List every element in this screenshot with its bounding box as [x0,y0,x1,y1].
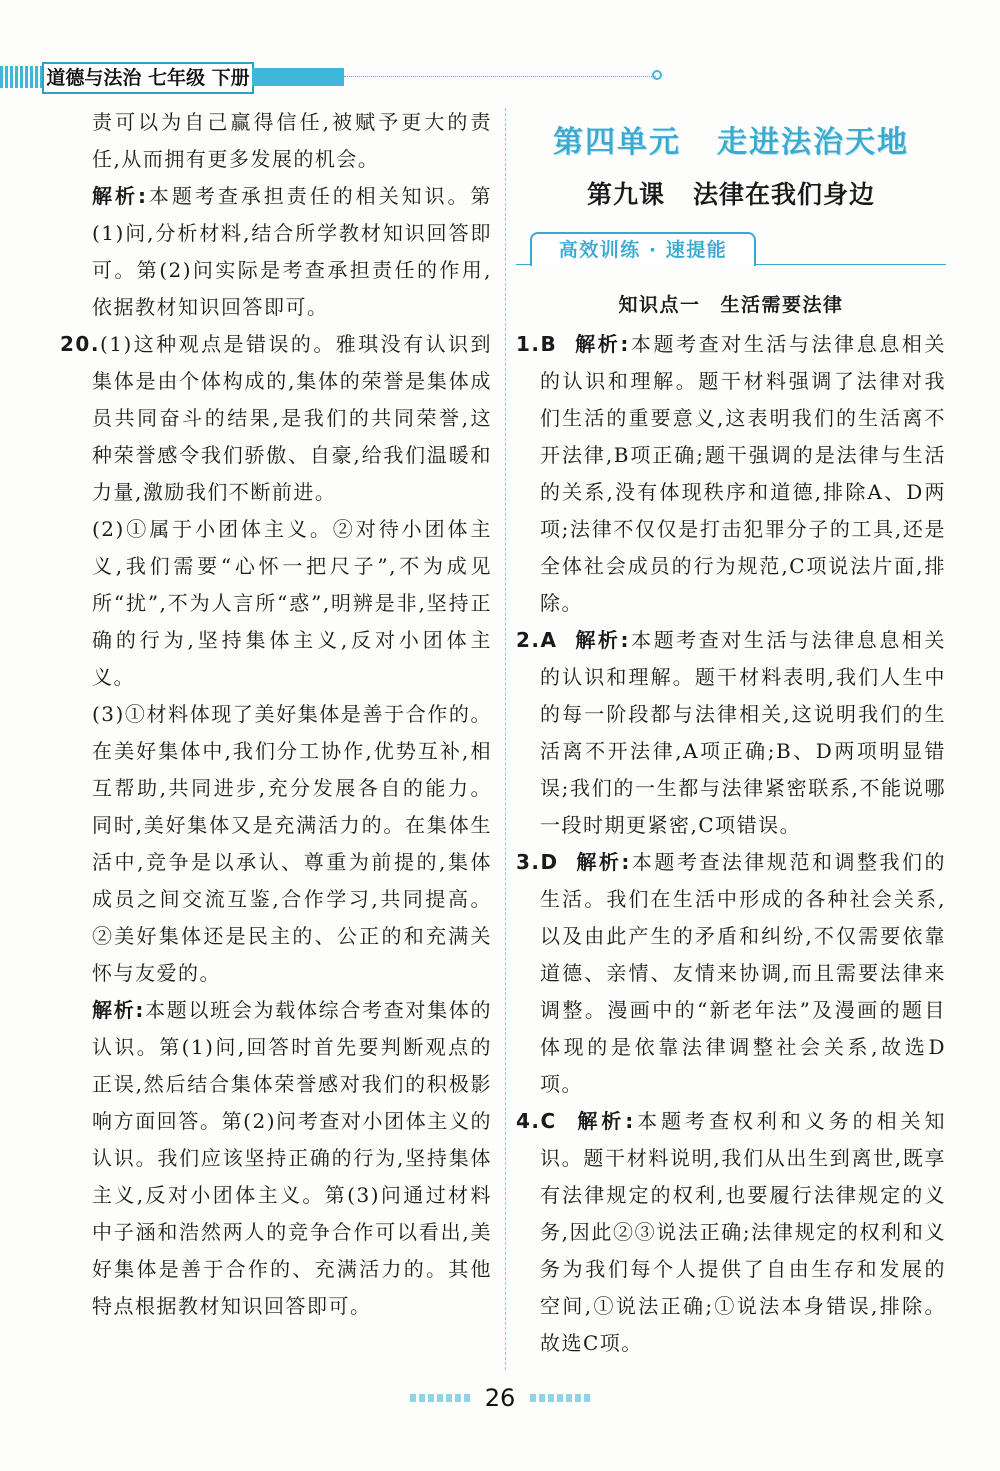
page-number: 26 [484,1384,516,1412]
analysis-text: 本题以班会为载体综合考查对集体的认识。第(1)问,回答时首先要判断观点的正误,然后结合集体荣誉感对我们的积极影响方面回答。第(2)问考查对小团体主义的认识。我们应该坚持正确的行为,坚持集体主义,反对小团体主义。第(3)问通过材料中子涵和浩然两人的竞争合作可以看出,美好集体是善于合作的、充满活力的。其他特点根据教材知识回答即可。 [92,998,493,1318]
page-footer [0,1384,1000,1412]
question-20-part3: (3)①材料体现了美好集体是善于合作的。在美好集体中,我们分工协作,优势互补,相互帮助,共同进步,充分发展各自的能力。同时,美好集体又是充满活力的。在集体生活中,竞争是以承认、尊重为前提的,集体成员之间交流互鉴,合作学习,共同提高。②美好集体还是民主的、公正的和充满关怀与友爱的。 [92,702,492,985]
book-title: 道德与法治 七年级 下册 [42,62,254,94]
analysis-label: 解析: [92,184,148,208]
knowledge-point-name: 生活需要法律 [720,294,844,316]
question-20-part1 [60,326,492,511]
analysis-label: 解析: [576,850,631,874]
footer-decoration-right [530,1394,590,1402]
lesson-name: 法律在我们身边 [693,180,876,209]
answer-key: 4.C [516,1109,557,1133]
analysis-label: 解析: [92,998,145,1022]
lesson-title [516,166,946,224]
unit-title [516,120,946,166]
analysis-label: 解析: [575,628,630,652]
analysis-label: 解析: [575,332,630,356]
answer-continuation: 责可以为自己赢得信任,被赋予更大的责任,从而拥有更多发展的机会。 [92,110,492,171]
question-20-analysis [60,992,492,1325]
header-stripes [0,66,42,88]
analysis-text: 本题考查权利和义务的相关知识。题干材料说明,我们从出生到离世,既享有法律规定的权利,也要履行法律规定的义务,因此②③说法正确;法律规定的权利和义务为我们每个人提供了自由生存和发展的空间,①说法正确;①说法本身错误,排除。故选C项。 [540,1109,946,1355]
answer-item [516,326,946,622]
left-column [60,104,492,1325]
analysis-text: 本题考查承担责任的相关知识。第(1)问,分析材料,结合所学教材知识回答即可。第(2)问实际是考查承担责任的作用,依据教材知识回答即可。 [92,184,493,319]
analysis-label: 解析: [577,1109,635,1133]
unit-number: 第四单元 [553,125,681,160]
column-divider [505,108,506,1370]
running-header [0,62,662,92]
answer-item [516,844,946,1103]
header-circle-icon [652,70,662,80]
analysis-paragraph [60,178,492,326]
right-column [516,120,946,1362]
analysis-text: 本题考查对生活与法律息息相关的认识和理解。题干材料表明,我们人生中的每一阶段都与法律相关,这说明我们的生活离不开法律,A项正确;B、D两项明显错误;我们的一生都与法律紧密联系,不能说哪一段时期更紧密,C项错误。 [540,628,946,837]
lesson-number: 第九课 [586,180,665,209]
question-number: 20. [60,332,100,356]
header-dotted-line [344,76,656,78]
knowledge-point-title [516,284,946,326]
analysis-text: 本题考查对生活与法律息息相关的认识和理解。题干材料强调了法律对我们生活的重要意义,这表明我们的生活离不开法律,B项正确;题干强调的是法律与生活的关系,没有体现秩序和道德,排除A、D两项;法律不仅仅是打击犯罪分子的工具,还是全体社会成员的行为规范,C项说法片面,排除。 [540,332,947,615]
section-badge: 高效训练 · 速提能 [530,232,756,266]
answer-item [516,622,946,844]
question-20-part2: (2)①属于小团体主义。②对待小团体主义,我们需要“心怀一把尺子”,不为成见所“扰”,不为人言所“惑”,明辨是非,坚持正确的行为,坚持集体主义,反对小团体主义。 [92,517,492,689]
answer-item [516,1103,946,1362]
section-badge-row [516,228,946,278]
knowledge-point-number: 知识点一 [618,294,701,316]
analysis-text: 本题考查法律规范和调整我们的生活。我们在生活中形成的各种社会关系,以及由此产生的矛盾和纠纷,不仅需要依靠道德、亲情、友情来协调,而且需要法律来调整。漫画中的“新老年法”及漫画的题目体现的是依靠法律调整社会关系,故选D项。 [540,850,946,1096]
unit-name: 走进法治天地 [717,125,909,160]
answer-key: 3.D [516,850,559,874]
answer-key: 1.B [516,332,558,356]
header-band [252,68,344,86]
footer-decoration-left [410,1394,470,1402]
answer-key: 2.A [516,628,558,652]
answer-text: (1)这种观点是错误的。雅琪没有认识到集体是由个体构成的,集体的荣誉是集体成员共同奋斗的结果,是我们的共同荣誉,这种荣誉感令我们骄傲、自豪,给我们温暖和力量,激励我们不断前进。 [92,332,492,504]
